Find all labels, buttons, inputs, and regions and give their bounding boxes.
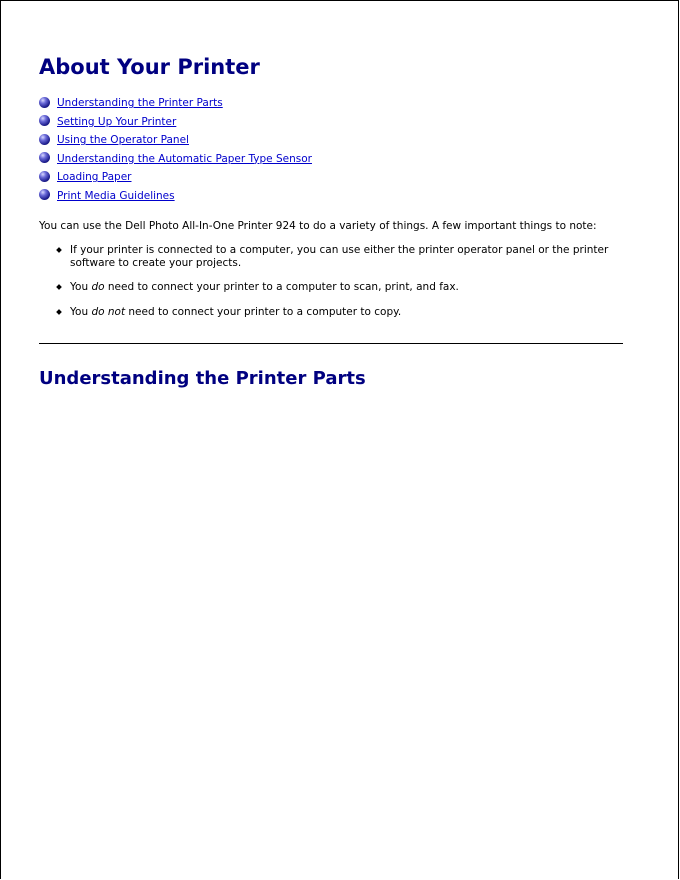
toc-item bbox=[39, 94, 312, 113]
blue-sphere-bullet-icon bbox=[39, 134, 50, 145]
toc-link-printer-parts[interactable]: Understanding the Printer Parts bbox=[57, 97, 223, 110]
notes-list bbox=[39, 244, 623, 330]
blue-sphere-bullet-icon bbox=[39, 97, 50, 108]
toc-item bbox=[39, 168, 312, 187]
note-emphasis: do not bbox=[91, 305, 126, 318]
note-item bbox=[39, 281, 623, 294]
blue-sphere-bullet-icon bbox=[39, 189, 50, 200]
note-text-start: You bbox=[70, 305, 92, 318]
note-text: If your printer is connected to a computer, you can use either the printer operator panel or the printer software to create your projects. bbox=[70, 244, 609, 269]
diamond-bullet-icon bbox=[56, 247, 62, 253]
section-divider bbox=[39, 343, 623, 344]
note-text-end: need to connect your printer to a computer to copy. bbox=[125, 305, 402, 318]
diamond-bullet-icon bbox=[56, 309, 62, 315]
intro-paragraph: You can use the Dell Photo All-In-One Printer 924 to do a variety of things. A few important things to note: bbox=[39, 220, 597, 232]
section-heading: Understanding the Printer Parts bbox=[39, 368, 366, 389]
blue-sphere-bullet-icon bbox=[39, 152, 50, 163]
blue-sphere-bullet-icon bbox=[39, 115, 50, 126]
toc-link-operator-panel[interactable]: Using the Operator Panel bbox=[57, 134, 189, 147]
toc-item bbox=[39, 131, 312, 150]
toc-item bbox=[39, 150, 312, 169]
toc-link-loading-paper[interactable]: Loading Paper bbox=[57, 171, 132, 184]
toc-link-setting-up[interactable]: Setting Up Your Printer bbox=[57, 115, 177, 128]
toc-item bbox=[39, 113, 312, 132]
toc-item bbox=[39, 187, 312, 206]
note-item bbox=[39, 306, 623, 319]
note-emphasis: do bbox=[91, 281, 105, 293]
diamond-bullet-icon bbox=[56, 284, 62, 290]
table-of-contents bbox=[39, 94, 312, 205]
page-title: About Your Printer bbox=[39, 55, 260, 79]
note-text-start: You bbox=[70, 281, 92, 293]
blue-sphere-bullet-icon bbox=[39, 171, 50, 182]
toc-link-paper-sensor[interactable]: Understanding the Automatic Paper Type Sensor bbox=[57, 152, 312, 165]
note-item bbox=[39, 244, 623, 269]
toc-link-media-guidelines[interactable]: Print Media Guidelines bbox=[57, 189, 175, 202]
note-text-end: need to connect your printer to a computer to scan, print, and fax. bbox=[104, 281, 459, 293]
